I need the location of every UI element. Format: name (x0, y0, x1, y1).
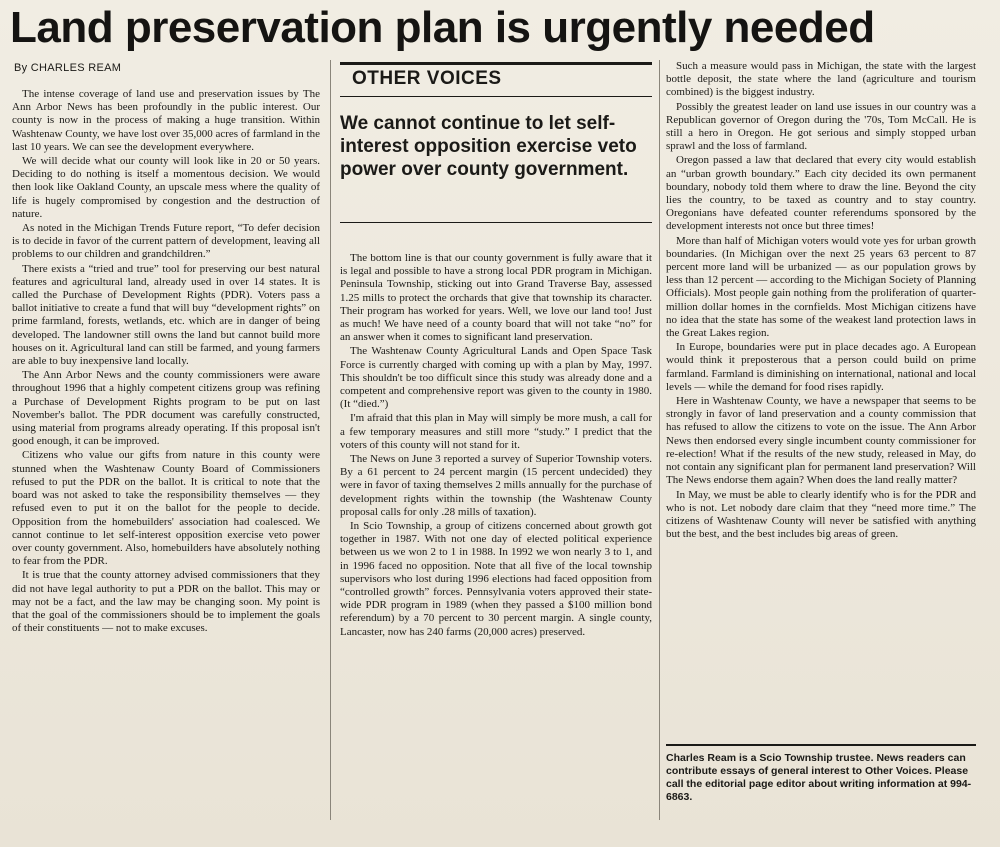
paragraph: More than half of Michigan voters would vote yes for urban growth boundaries. (In Michigan over the next 25 years 63 percent to 87 percent more land will be urbanized — as our population grows by less than 12 percent — according to the Michigan Society of Planning Officials). Most people gain nothing from the proliferation of quarter-million dollar homes in the cornfields. Most Michigan citizens have no idea that the state has some of the weakest land protection laws in the Great Lakes region. (666, 234, 976, 340)
paragraph: In May, we must be able to clearly identify who is for the PDR and who is not. Let nobody dare claim that they “need more time.” The citizens of Washtenaw County will never be satisfied with anything but the best, and the best includes big areas of green. (666, 488, 976, 541)
article-column-2 (340, 252, 652, 812)
paragraph: Citizens who value our gifts from nature in this county were stunned when the Washtenaw County Board of Commissioners refused to put the PDR on the ballot. It is critical to note that the board was not asked to take the responsibility themselves — they refused even to put it on the ballot for the people to decide. Opposition from the homebuilders' association had coalesced. We cannot continue to let self-interest opposition exercise veto power over county government. Also, homebuilders have absolutely nothing to fear from the PDR. (12, 449, 320, 568)
paragraph: The Ann Arbor News and the county commissioners were aware throughout 1996 that a highly competent citizens group was refining a Purchase of Development Rights program to be put on last November's ballot. The PDR document was carefully constructed, using material from programs already operating. If this proposal isn't good enough, it can be improved. (12, 369, 320, 448)
pull-quote: We cannot continue to let self-interest opposition exercise veto power over county government. (340, 113, 637, 180)
paragraph: Possibly the greatest leader on land use issues in our country was a Republican governor of Oregon during the '70s, Tom McCall. He is still a hero in Oregon. He got serious and simply stopped urban sprawl and the loss of farmland. (666, 100, 976, 153)
column-divider (330, 60, 331, 820)
pull-quote-rule (340, 222, 652, 223)
paragraph: In Europe, boundaries were put in place decades ago. A European would think it preposterous that a person could build on prime farmland. Farmland is diminishing on international, national and local levels — while the demand for food rises rapidly. (666, 341, 976, 393)
paragraph: Here in Washtenaw County, we have a newspaper that seems to be strongly in favor of land preservation and a county commission that has refused to allow the citizens to vote on the issue. The Ann Arbor News then endorsed every single incumbent county commissioner for re-election! What if the results of the new study, released in May, do not contain any significant plan for permanent land preservation? Will The News endorse them again? When does the land really matter? (666, 395, 976, 487)
paragraph: The intense coverage of land use and preservation issues by The Ann Arbor News has been profoundly in the public interest. Our county is now in the process of making a huge transition. Within Washtenaw County, we have lost over 35,000 acres of farmland in the last 10 years. We can see the development everywhere. (12, 88, 320, 153)
paragraph: We will decide what our county will look like in 20 or 50 years. Deciding to do nothing is itself a momentous decision. We would then look like Oakland County, an upscale mess where the quality of life is hugely compromised by congestion and the destruction of nature. (12, 155, 320, 220)
paragraph: Such a measure would pass in Michigan, the state with the largest bottle deposit, the state where the land (agriculture and tourism combined) is the biggest industry. (666, 60, 976, 99)
paragraph: As noted in the Michigan Trends Future report, “To defer decision is to decide in favor of the current pattern of development, leaving all problems to our children and grandchildren.” (12, 222, 320, 261)
article-column-1 (12, 88, 320, 838)
section-rule (340, 96, 652, 97)
paragraph: I'm afraid that this plan in May will simply be more mush, a call for a few temporary measures and still more “study.” I predict that the voters of this county will not stand for it. (340, 412, 652, 451)
author-bio: Charles Ream is a Scio Township trustee. News readers can contribute essays of general interest to Other Voices. Please call the editorial page editor about writing information at 994-6863. (666, 752, 972, 803)
paragraph: The Washtenaw County Agricultural Lands and Open Space Task Force is currently charged with coming up with a plan by May, 1997. This shouldn't be too difficult since this study was already done and a competent and comprehensive report was given to the county in 1980. (It “died.”) (340, 345, 652, 411)
paragraph: In Scio Township, a group of citizens concerned about growth got together in 1987. With not one day of elected political experience between us we won 2 to 1 in 1988. In 1992 we won nearly 3 to 1, and in 1996 faced no opposition. Note that all five of the local township supervisors who lost during 1996 elections had faced opposition from “controlled growth” forces. Pennsylvania voters approved their state-wide PDR program in 1989 (when they passed a $100 million bond referendum) by a 70 percent to 30 percent margin. A single county, Lancaster, now has 240 farms (20,000 acres) preserved. (340, 520, 652, 638)
article-column-3 (666, 60, 976, 740)
paragraph: The News on June 3 reported a survey of Superior Township voters. By a 61 percent to 24 percent margin (15 percent undecided) they were in favor of taxing themselves 2 mills annually for the purchase of development rights within the township (the Washtenaw County proposal calls for only .28 mills of taxation). (340, 453, 652, 518)
paragraph: Oregon passed a law that declared that every city would establish an “urban growth boundary.” Each city decided its own permanent boundary, nobody told them where to draw the line. Beyond the city lies the country, to be taxed as country and to stay country. Oregonians have defeated counter referendums sponsored by the development interests not once but three times! (666, 154, 976, 233)
headline: Land preservation plan is urgently needed (10, 3, 875, 52)
author-bio-rule (666, 744, 976, 746)
section-label: OTHER VOICES (352, 68, 502, 89)
byline: By CHARLES REAM (14, 62, 122, 74)
column-divider (659, 60, 660, 820)
paragraph: It is true that the county attorney advised commissioners that they did not have legal authority to put a PDR on the ballot. This may or may not be a fact, and the law may be changing soon. My point is that the goal of the commissioners should be to implement the goals of their constituents — not to make excuses. (12, 569, 320, 635)
section-rule (340, 62, 652, 65)
paragraph: The bottom line is that our county government is fully aware that it is legal and possible to have a strong local PDR program in Michigan. Peninsula Township, sticking out into Grand Traverse Bay, assessed 1.25 mills to protect the orchards that give that township its character. Their program has worked for years. Well, we love our land too! Just as much! We have need of a county board that will not take “no” for an answer when it comes to significant land preservation. (340, 252, 652, 344)
paragraph: There exists a “tried and true” tool for preserving our best natural features and agricultural land, already used in over 14 states. It is called the Purchase of Development Rights (PDR). Voters pass a ballot initiative to create a fund that will buy “development rights” on prime farmland, forests, wetlands, etc. which are in danger of being developed. The landowner still owns the land but cannot build more houses on it. Agricultural land can still be farmed, and young farmers are able to buy inexpensive land locally. (12, 262, 320, 368)
